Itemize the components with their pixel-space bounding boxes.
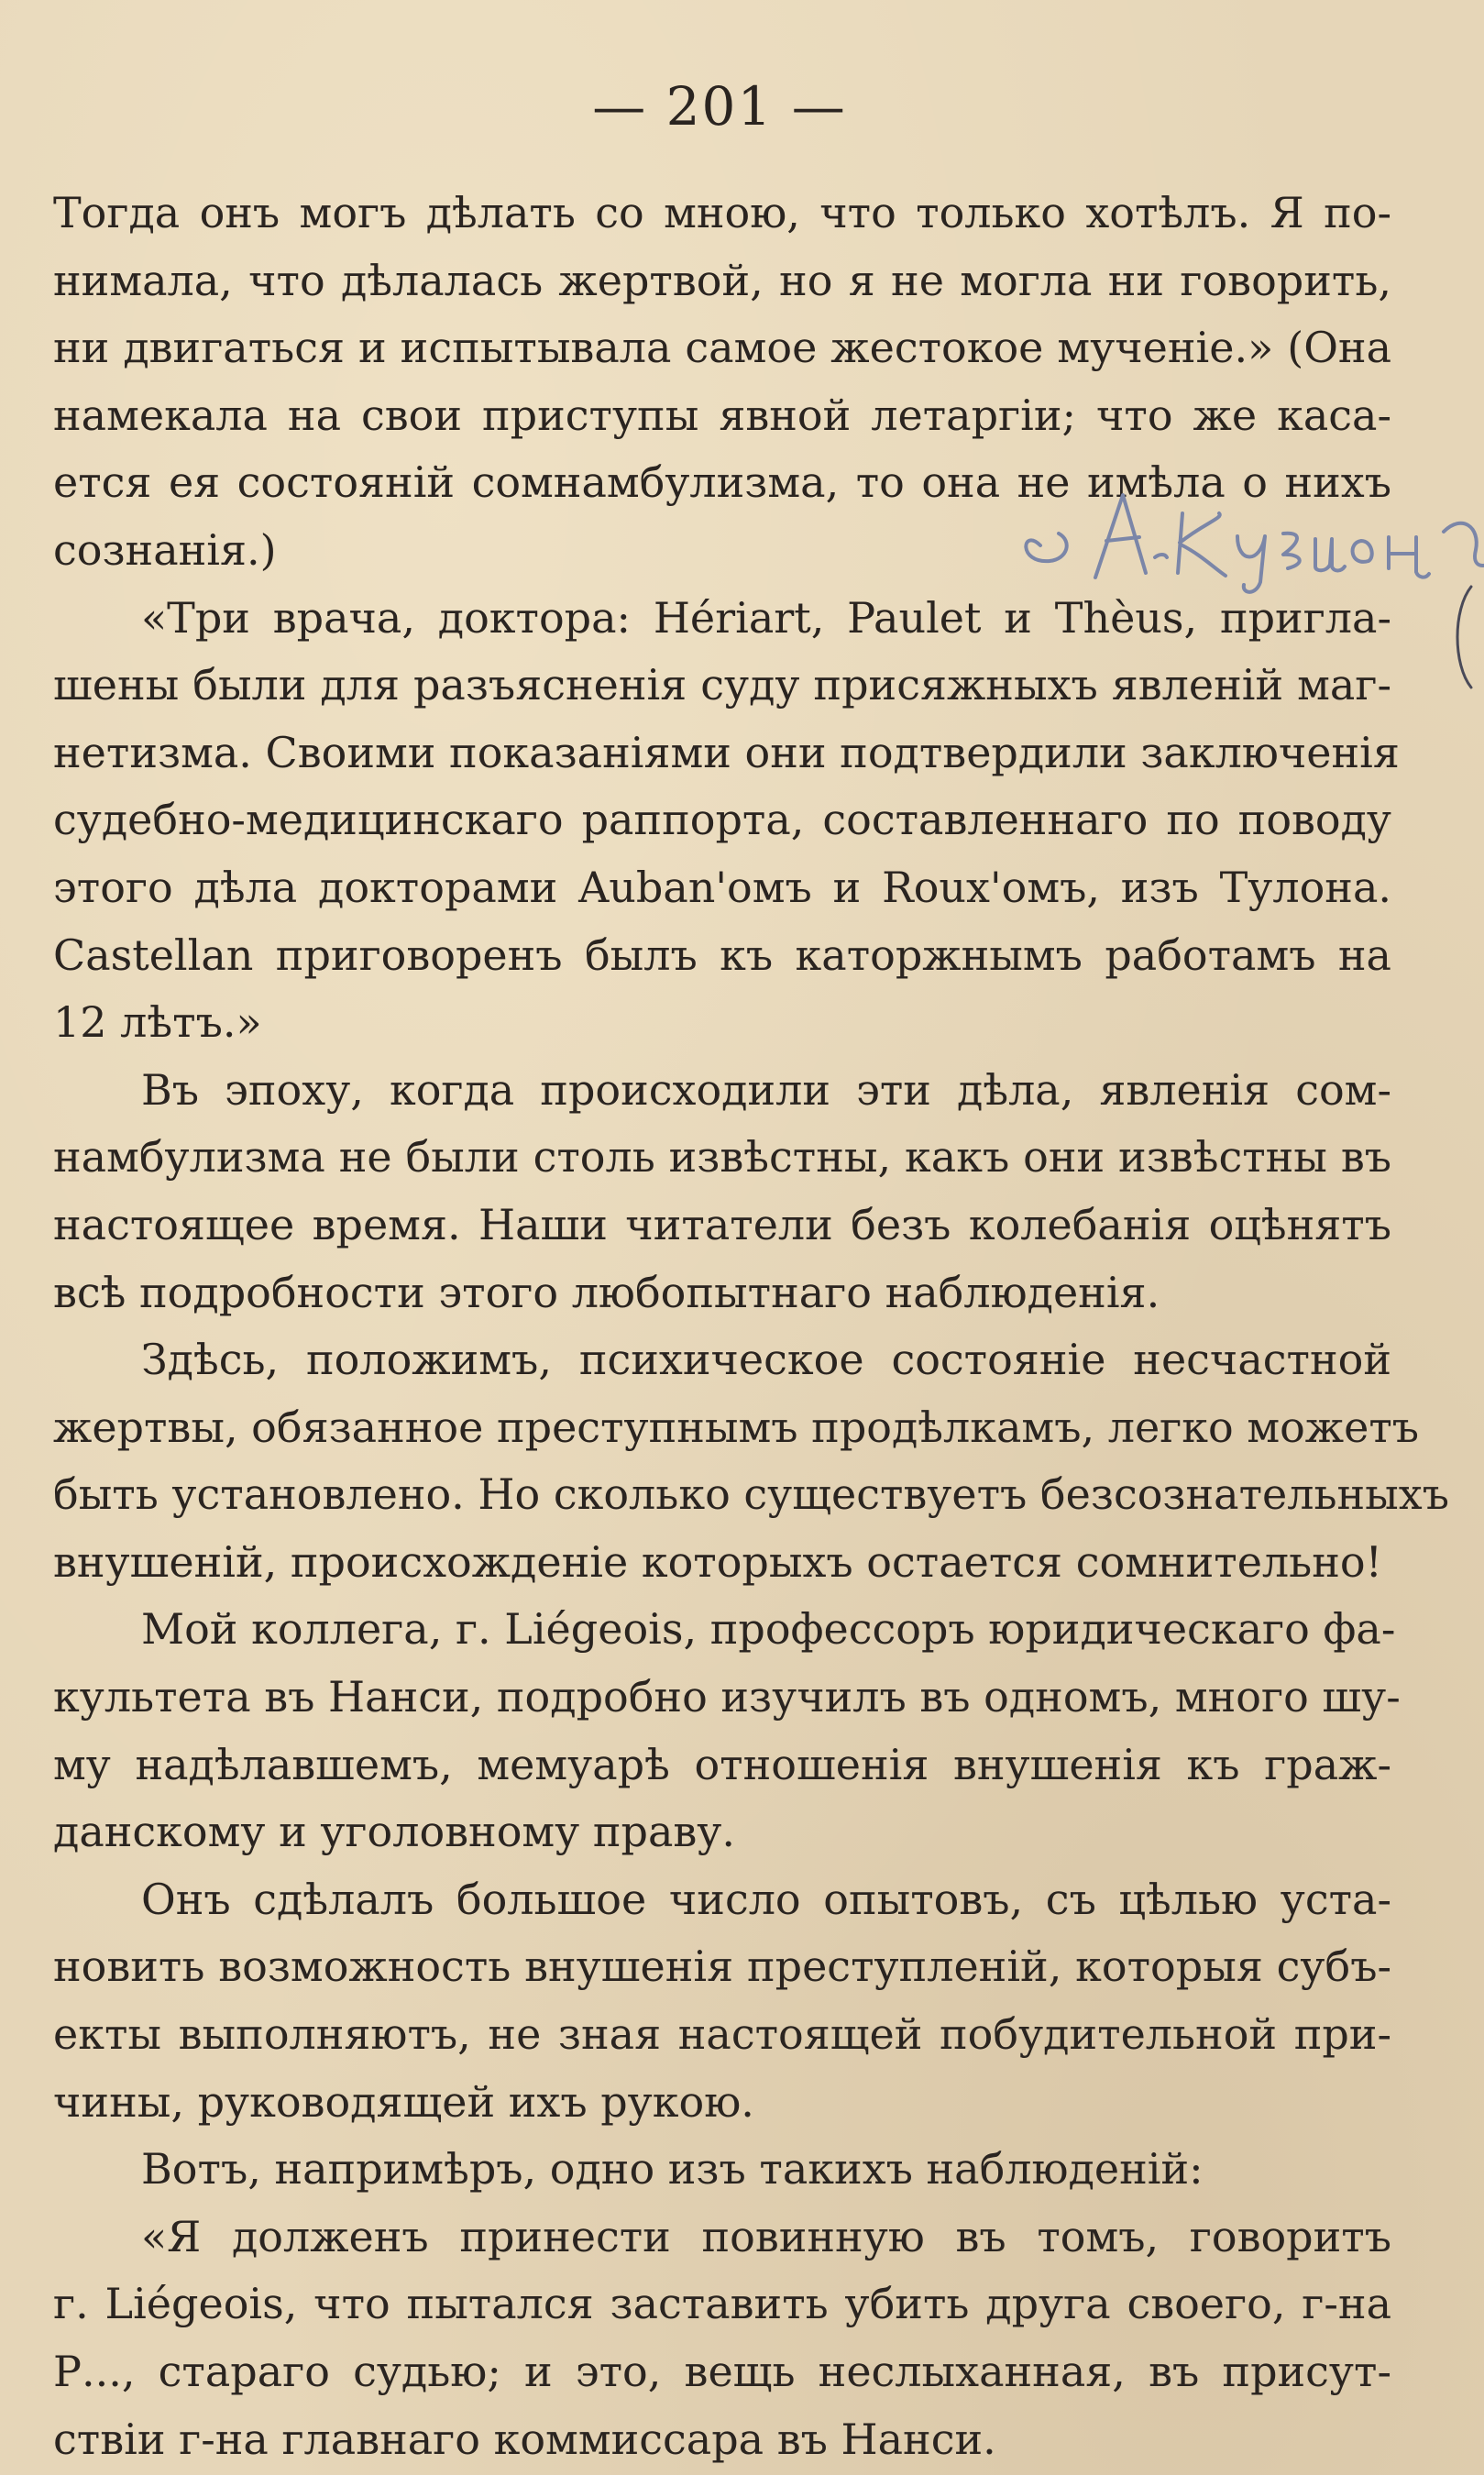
handwritten-signature [985, 477, 1484, 596]
text-line: судебно-медицинскаго раппорта, составленнаго по поводу [53, 795, 1391, 845]
text-line: чины, руководящей ихъ рукою. [53, 2076, 754, 2127]
text-line: ется ея состояній сомнамбулизма, то она не имѣла о нихъ [53, 457, 1391, 508]
text-line: Онъ сдѣлалъ большое число опытовъ, съ цѣлью уста- [141, 1874, 1391, 1924]
text-line: внушеній, происхожденіе которыхъ остается сомнительно! [53, 1536, 1383, 1587]
text-line: Р..., стараго судью; и это, вещь неслыханная, въ присут- [53, 2347, 1391, 2396]
text-line: Тогда онъ могъ дѣлать со мною, что только хотѣлъ. Я по- [53, 188, 1391, 237]
text-line: «Три врача, доктора: Hériart, Paulet и Thèus, пригла- [141, 592, 1391, 643]
text-line: настоящее время. Наши читатели безъ колебанія оцѣнятъ [53, 1199, 1391, 1249]
text-line: ни двигаться и испытывала самое жестокое мученіе.» (Она [53, 323, 1391, 373]
text-line: шены были для разъясненія суду присяжныхъ явленій маг- [53, 660, 1391, 710]
text-line: 12 лѣтъ.» [53, 997, 262, 1048]
text-line: Въ эпоху, когда происходили эти дѣла, явленія сом- [141, 1064, 1391, 1115]
text-line: нетизма. Своими показаніями они подтвердили заключенія [53, 727, 1400, 777]
text-line: ствіи г-на главнаго коммиссара въ Нанси. [53, 2414, 996, 2464]
margin-bracket-mark [1448, 582, 1476, 692]
text-line: быть установлено. Но сколько существуетъ безсознательныхъ [53, 1469, 1449, 1520]
text-line: Вотъ, напримѣръ, одно изъ такихъ наблюденій: [141, 2144, 1204, 2194]
text-line: сознанія.) [53, 524, 277, 575]
text-line: «Я долженъ принести повинную въ томъ, говоритъ [141, 2211, 1391, 2261]
text-line: екты выполняютъ, не зная настоящей побудительной при- [53, 2009, 1391, 2060]
text-line: намекала на свои приступы явной летаргіи; что же каса- [53, 390, 1391, 440]
text-line: этого дѣла докторами Auban'омъ и Roux'омъ, изъ Тулона. [53, 862, 1391, 912]
text-line: Мой коллега, г. Liégeois, профессоръ юридическаго фа- [141, 1604, 1396, 1655]
text-line: культета въ Нанси, подробно изучилъ въ одномъ, много шу- [53, 1672, 1401, 1722]
text-line: всѣ подробности этого любопытнаго наблюденія. [53, 1267, 1160, 1317]
text-line: г. Liégeois, что пытался заставить убить друга своего, г-на [53, 2279, 1391, 2329]
page-number: — 201 — [592, 75, 847, 138]
text-line: Здѣсь, положимъ, психическое состояніе несчастной [141, 1335, 1391, 1385]
text-line: му надѣлавшемъ, мемуарѣ отношенія внушенія къ граж- [53, 1739, 1391, 1789]
text-line: данскому и уголовному праву. [53, 1807, 735, 1857]
text-line: нимала, что дѣлалась жертвой, но я не могла ни говорить, [53, 255, 1391, 305]
text-line: намбулизма не были столь извѣстны, какъ они извѣстны въ [53, 1132, 1391, 1182]
text-line: жертвы, обязанное преступнымъ продѣлкамъ, легко можетъ [53, 1402, 1420, 1452]
text-line: новить возможность внушенія преступленій, которыя субъ- [53, 1942, 1391, 1992]
text-line: Castellan приговоренъ былъ къ каторжнымъ работамъ на [53, 930, 1391, 980]
